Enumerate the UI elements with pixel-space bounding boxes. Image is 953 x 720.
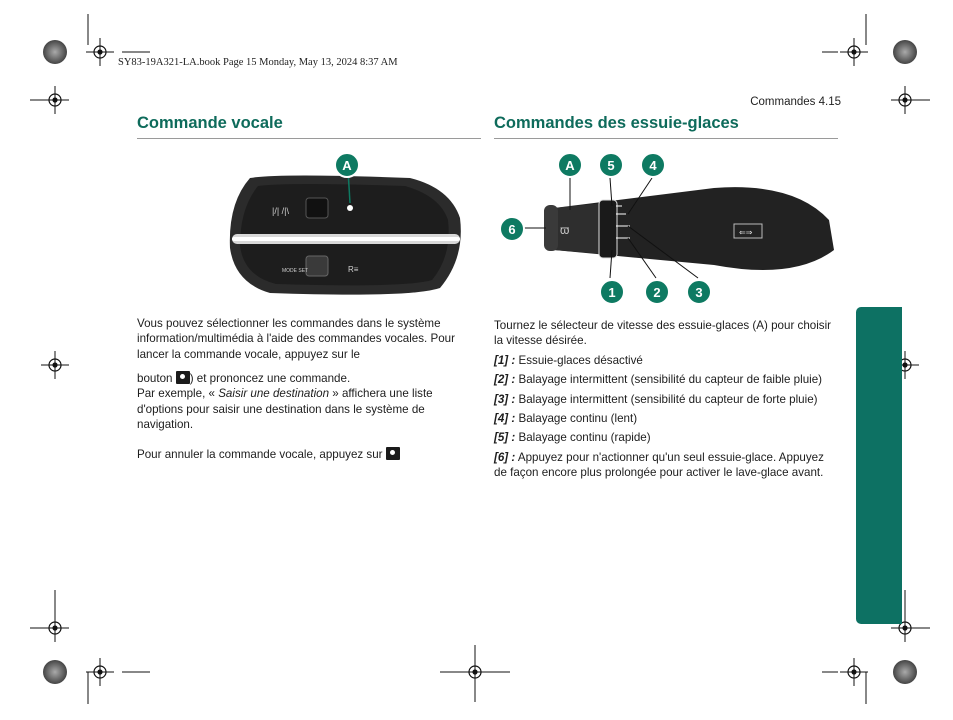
svg-text:ϖ: ϖ — [560, 223, 570, 237]
svg-text:6: 6 — [508, 222, 516, 237]
voice-paragraph-2: Par exemple, « Saisir une destination » affichera une liste d'options pour saisir une destination dans le système de navigation. — [137, 387, 433, 432]
callout-wiper-3 — [685, 278, 713, 306]
section-title-voice: Commande vocale — [137, 114, 283, 132]
voice-command-icon — [386, 447, 400, 460]
section-title-wipers: Commandes des essuie-glaces — [494, 114, 739, 132]
svg-text:⇐⇒: ⇐⇒ — [739, 228, 753, 237]
voice-text — [137, 316, 481, 462]
svg-text:5: 5 — [607, 158, 615, 173]
callout-wiper-6 — [498, 215, 526, 243]
callout-wiper-2 — [643, 278, 671, 306]
wipers-intro: Tournez le sélecteur de vitesse des essuie-glaces (A) pour choisir la vitesse désirée. — [494, 319, 832, 348]
svg-text:2: 2 — [653, 285, 661, 300]
section-rule-voice — [137, 138, 481, 139]
voice-paragraph-1-cont: bouton ) et prononcez une commande. — [137, 372, 351, 385]
wiper-item-2: [2] : Balayage intermittent (sensibilité du capteur de faible pluie) — [494, 373, 823, 387]
callout-wiper-a — [556, 151, 584, 179]
wiper-item-3: [3] : Balayage intermittent (sensibilité du capteur de forte pluie) — [494, 392, 818, 406]
wiper-item-6: [6] : Appuyez pour n'actionner qu'un seul essuie-glace. Appuyez de façon encore plus prolongée pour activer le lave-glace avant. — [494, 450, 824, 480]
section-rule-wipers — [494, 138, 838, 139]
running-head: Commandes 4.15 — [750, 96, 841, 108]
callout-wiper-4 — [639, 151, 667, 179]
svg-text:|/| /|\: |/| /|\ — [272, 206, 290, 216]
callout-wiper-1 — [598, 278, 626, 306]
svg-text:1: 1 — [608, 285, 616, 300]
callout-voice-a — [333, 151, 361, 179]
wiper-item-5: [5] : Balayage continu (rapide) — [494, 431, 651, 445]
print-slug: SY83-19A321-LA.book Page 15 Monday, May 13, 2024 8:37 AM — [118, 57, 398, 68]
wiper-item-4: [4] : Balayage continu (lent) — [494, 412, 638, 426]
voice-paragraph-3: Pour annuler la commande vocale, appuyez sur — [137, 447, 481, 462]
svg-text:A: A — [342, 158, 352, 173]
voice-paragraph-1: Vous pouvez sélectionner les commandes dans le système information/multimédia à l'aide des commandes vocales. Pour lancer la commande vocale, appuyez sur le — [137, 317, 455, 361]
wiper-item-1: [1] : Essuie-glaces désactivé — [494, 353, 643, 367]
voice-command-icon — [176, 371, 190, 384]
svg-text:4: 4 — [649, 158, 657, 173]
callout-wiper-5 — [597, 151, 625, 179]
svg-text:MODE SET: MODE SET — [282, 268, 309, 274]
wipers-text — [494, 318, 838, 481]
svg-text:R≡: R≡ — [348, 265, 359, 274]
chapter-tab — [856, 307, 902, 624]
svg-text:A: A — [565, 158, 575, 173]
svg-text:3: 3 — [695, 285, 703, 300]
